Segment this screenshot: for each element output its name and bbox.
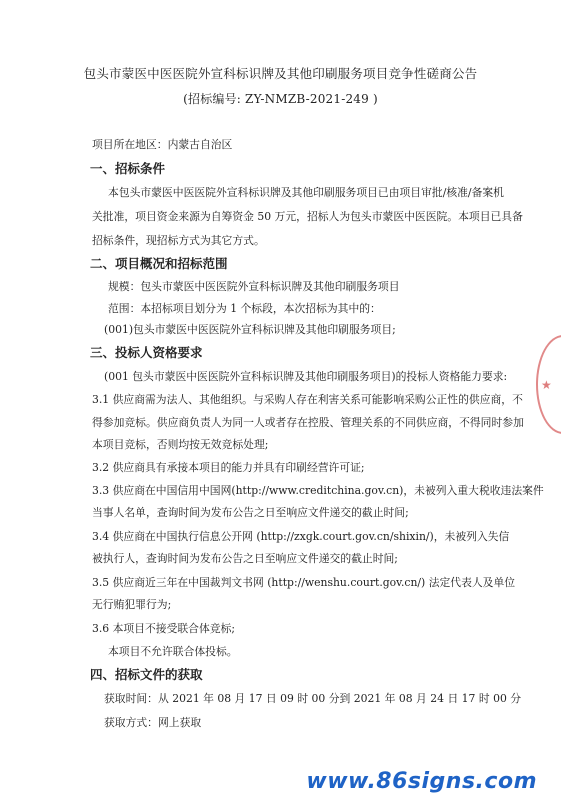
tender-code: (招标编号: ZY-NMZB-2021-249 ) — [183, 92, 378, 106]
section3-line: 被执行人，查询时间为发布公告之日至响应文件递交的截止时间; — [92, 552, 398, 565]
section3-line: 本项目竞标，否则均按无效竞标处理; — [92, 438, 269, 451]
section2-range: 范围：本招标项目划分为 1 个标段，本次招标为其中的： — [108, 302, 381, 315]
doc-title: 包头市蒙医中医医院外宣科标识牌及其他印刷服务项目竞争性磋商公告 — [83, 66, 478, 81]
seal-star-icon: ★ — [541, 378, 552, 392]
section4-method: 获取方式：网上获取 — [104, 716, 202, 729]
section3-line: 3.6 本项目不接受联合体竞标; — [92, 622, 236, 635]
section3-line: 3.1 供应商需为法人、其他组织。与采购人存在利害关系可能影响采购公正性的供应商，不 — [92, 393, 523, 406]
section3-line: 无行贿犯罪行为; — [92, 598, 172, 611]
section3-line: 当事人名单，查询时间为发布公告之日至响应文件递交的截止时间; — [92, 506, 409, 519]
section3-line: 3.2 供应商具有承接本项目的能力并具有印刷经营许可证; — [92, 461, 365, 474]
section3-line: 3.3 供应商在中国信用中国网(http://www.creditchina.gov.cn)，未被列入重大税收违法案件 — [92, 484, 544, 497]
section4-heading: 四、招标文件的获取 — [90, 667, 203, 682]
section3-intro: (001 包头市蒙医中医医院外宣科标识牌及其他印刷服务项目)的投标人资格能力要求: — [104, 370, 508, 383]
section4-time: 获取时间：从 2021 年 08 月 17 日 09 时 00 分到 2021 年 08 月 24 日 17 时 00 分 — [104, 692, 522, 705]
section2-heading: 二、项目概况和招标范围 — [90, 256, 228, 271]
section3-line: 3.5 供应商近三年在中国裁判文书网 (http://wenshu.court.gov.cn/) 法定代表人及单位 — [92, 576, 516, 589]
site-watermark: www.86signs.com — [306, 769, 537, 794]
section1-para-line: 本包头市蒙医中医医院外宣科标识牌及其他印刷服务项目已由项目审批/核准/备案机 — [108, 186, 504, 199]
project-location: 项目所在地区：内蒙古自治区 — [92, 138, 233, 151]
section1-para-line: 关批准，项目资金来源为自筹资金 50 万元，招标人为包头市蒙医中医医院。本项目已具备 — [92, 210, 523, 223]
section1-heading: 一、招标条件 — [90, 161, 166, 176]
section3-heading: 三、投标人资格要求 — [90, 345, 203, 360]
section2-scale: 规模：包头市蒙医中医医院外宣科标识牌及其他印刷服务项目 — [108, 280, 400, 293]
section2-lot: (001)包头市蒙医中医医院外宣科标识牌及其他印刷服务项目; — [104, 323, 396, 336]
section3-line: 得参加竞标。供应商负责人为同一人或者存在控股、管理关系的不同供应商，不得同时参加 — [92, 416, 524, 429]
section3-line: 本项目不允许联合体投标。 — [108, 645, 238, 658]
section1-para-line: 招标条件，现招标方式为其它方式。 — [92, 234, 265, 247]
section3-line: 3.4 供应商在中国执行信息公开网 (http://zxgk.court.gov.cn/shixin/)，未被列入失信 — [92, 530, 510, 543]
